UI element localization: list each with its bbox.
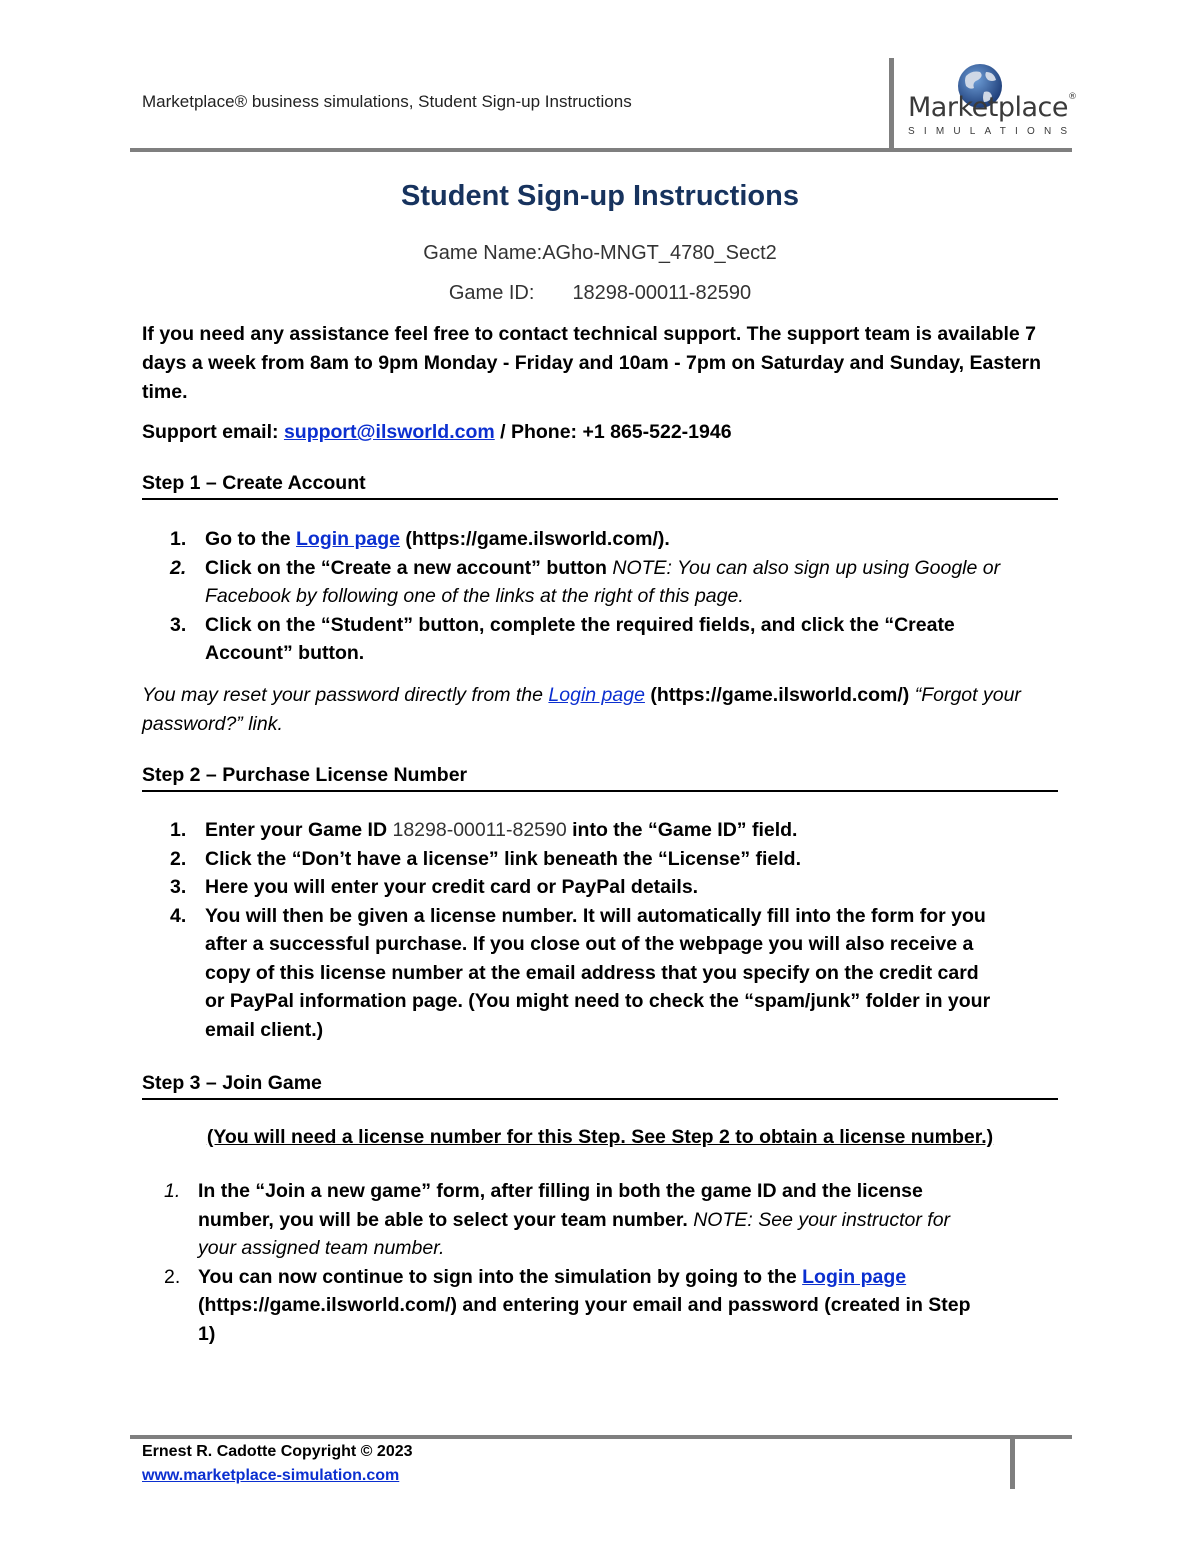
footer-copyright: Ernest R. Cadotte Copyright © 2023 bbox=[142, 1443, 413, 1460]
list-item: 2. Click on the “Create a new account” button NOTE: You can also sign up using Google or Facebook by following one of the links at the right of this page. bbox=[170, 556, 1001, 607]
step2-heading: Step 2 – Purchase License Number bbox=[142, 764, 1058, 792]
game-id-inline: 18298-00011-82590 bbox=[387, 819, 567, 841]
step3-list bbox=[164, 1177, 990, 1348]
list-item: 1. Enter your Game ID 18298-00011-82590 into the “Game ID” field. bbox=[170, 819, 798, 841]
logo-wordmark: Marketplace® bbox=[908, 92, 1077, 123]
password-reset-note: You may reset your password directly from the Login page (https://game.ilsworld.com/) “Forgot your password?” link. bbox=[142, 684, 1021, 735]
support-intro: If you need any assistance feel free to contact technical support. The support team is available 7 days a week from 8am to 9pm Monday - Friday and 10am - 7pm on Saturday and Sunday, Eastern time. bbox=[142, 323, 1042, 403]
list-item: 3. Here you will enter your credit card or PayPal details. bbox=[170, 876, 699, 898]
game-name-value: AGho-MNGT_4780_Sect2 bbox=[542, 242, 777, 264]
marketplace-website-link[interactable]: www.marketplace-simulation.com bbox=[142, 1467, 400, 1484]
login-page-link[interactable]: Login page bbox=[802, 1265, 907, 1288]
footer-divider bbox=[130, 1435, 1072, 1439]
game-name-line bbox=[0, 242, 1200, 265]
header-divider-vertical bbox=[889, 58, 894, 150]
footer-url bbox=[142, 1467, 399, 1485]
login-page-link[interactable]: Login page bbox=[548, 684, 645, 706]
list-item: 1. In the “Join a new game” form, after filling in both the game ID and the license number, you will be able to select your team number. NOTE: See your instructor for your assigned team number. bbox=[164, 1180, 951, 1259]
header-divider bbox=[130, 148, 1072, 152]
step2-list bbox=[142, 816, 1002, 1044]
login-page-link[interactable]: Login page bbox=[296, 528, 400, 550]
marketplace-logo bbox=[900, 62, 1077, 144]
step1-list bbox=[142, 525, 1002, 668]
list-item: 2. Click the “Don’t have a license” link beneath the “License” field. bbox=[170, 847, 801, 870]
step3-heading: Step 3 – Join Game bbox=[142, 1072, 1058, 1100]
footer-divider-vertical bbox=[1010, 1439, 1015, 1489]
support-email-link[interactable]: support@ilsworld.com bbox=[283, 421, 495, 443]
step1-heading: Step 1 – Create Account bbox=[142, 472, 1058, 500]
list-item: 1. Go to the Login page (https://game.ilsworld.com/). bbox=[170, 528, 670, 550]
header-text: Marketplace® business simulations, Student Sign-up Instructions bbox=[142, 92, 632, 111]
support-email-label: Support email: bbox=[142, 421, 284, 443]
list-item: 3. Click on the “Student” button, complete the required fields, and click the “Create Account” button. bbox=[170, 613, 955, 664]
logo-subtitle: SIMULATIONS bbox=[908, 126, 1077, 137]
list-item: 4. You will then be given a license number. It will automatically fill into the form for you after a successful purchase. If you close out of the webpage you will also receive a copy of this license number at the email address that you specify on the credit card or PayPal information page. (You might need to check the “spam/junk” folder in your email client.) bbox=[170, 904, 991, 1041]
list-item: 2. You can now continue to sign into the simulation by going to the Login page (https://game.ilsworld.com/) and entering your email and password (created in Step 1) bbox=[164, 1265, 971, 1345]
game-id-line bbox=[0, 282, 1200, 305]
support-contact bbox=[142, 418, 1067, 447]
page-title: Student Sign-up Instructions bbox=[401, 180, 799, 212]
game-id-value: 18298-00011-82590 bbox=[572, 282, 752, 304]
game-name-label: Game Name: bbox=[423, 242, 543, 264]
game-id-label: Game ID: bbox=[448, 282, 535, 304]
license-notice: (You will need a license number for this Step. See Step 2 to obtain a license number.) bbox=[206, 1126, 994, 1148]
support-phone: / Phone: +1 865-522-1946 bbox=[494, 421, 732, 443]
